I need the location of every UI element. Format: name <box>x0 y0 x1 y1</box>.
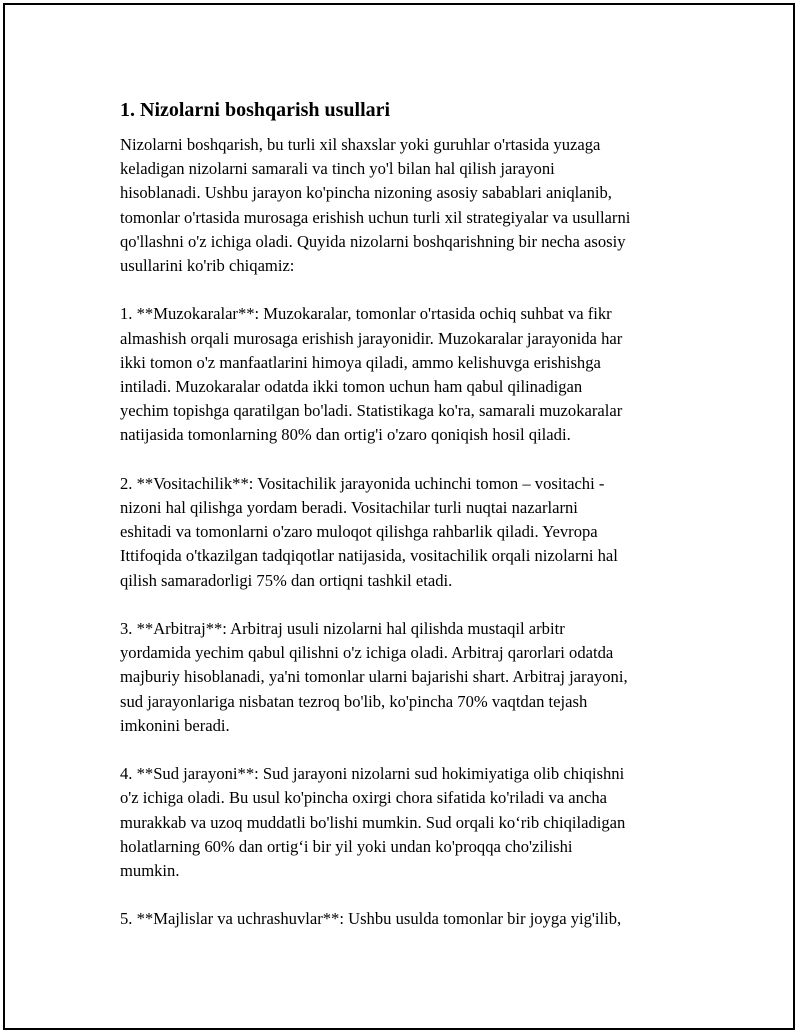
paragraph-line: murakkab va uzoq muddatli bo'lishi mumkin. Sud orqali ko‘rib chiqiladigan <box>120 812 626 832</box>
paragraph-line: holatlarning 60% dan ortig‘i bir yil yoki undan ko'proqqa cho'zilishi <box>120 836 573 856</box>
paragraph-line: yordamida yechim qabul qilishni o'z ichiga oladi. Arbitraj qarorlari odatda <box>120 643 614 663</box>
list-item-vositachilik <box>120 472 695 593</box>
paragraph-line: qilish samaradorligi 75% dan ortiqni tashkil etadi. <box>120 570 453 590</box>
paragraph-line: Ittifoqida o'tkazilgan tadqiqotlar natijasida, vositachilik orqali nizolarni hal <box>120 546 618 566</box>
paragraph-line: 2. **Vositachilik**: Vositachilik jarayonida uchinchi tomon – vositachi - <box>120 473 605 493</box>
paragraph-line: hisoblanadi. Ushbu jarayon ko'pincha nizoning asosiy sabablari aniqlanib, <box>120 183 612 203</box>
paragraph-line: 5. **Majlislar va uchrashuvlar**: Ushbu usulda tomonlar bir joyga yig'ilib, <box>120 909 622 929</box>
paragraph-line: intiladi. Muzokaralar odatda ikki tomon uchun ham qabul qilinadigan <box>120 377 583 397</box>
intro-paragraph <box>120 133 695 278</box>
paragraph-line: sud jarayonlariga nisbatan tezroq bo'lib, ko'pincha 70% vaqtdan tejash <box>120 691 588 711</box>
section-heading: 1. Nizolarni boshqarish usullari <box>120 99 391 121</box>
paragraph-line: 4. **Sud jarayoni**: Sud jarayoni nizolarni sud hokimiyatiga olib chiqishni <box>120 764 625 784</box>
paragraph-line: mumkin. <box>120 861 180 881</box>
paragraph-line: tomonlar o'rtasida murosaga erishish uchun turli xil strategiyalar va usullarni <box>120 207 631 227</box>
paragraph-line: nizoni hal qilishga yordam beradi. Vositachilar turli nuqtai nazarlarni <box>120 498 578 518</box>
paragraph-line: Nizolarni boshqarish, bu turli xil shaxslar yoki guruhlar o'rtasida yuzaga <box>120 135 601 154</box>
list-item-sud-jarayoni <box>120 762 695 883</box>
list-item-arbitraj <box>120 617 695 738</box>
list-item-muzokaralar <box>120 302 695 447</box>
page-frame <box>3 3 795 1030</box>
document-body <box>120 97 695 956</box>
list-item-majlislar <box>120 907 695 931</box>
paragraph-line: almashish orqali murosaga erishish jarayonidir. Muzokaralar jarayonida har <box>120 328 623 348</box>
paragraph-line: 1. **Muzokaralar**: Muzokaralar, tomonlar o'rtasida ochiq suhbat va fikr <box>120 304 612 324</box>
paragraph-line: majburiy hisoblanadi, ya'ni tomonlar ularni bajarishi shart. Arbitraj jarayoni, <box>120 667 628 687</box>
paragraph-line: eshitadi va tomonlarni o'zaro muloqot qilishga rahbarlik qiladi. Yevropa <box>120 522 598 542</box>
paragraph-line: ikki tomon o'z manfaatlarini himoya qiladi, ammo kelishuvga erishishga <box>120 352 601 372</box>
paragraph-line: qo'llashni o'z ichiga oladi. Quyida nizolarni boshqarishning bir necha asosiy <box>120 231 626 251</box>
paragraph-line: yechim topishga qaratilgan bo'ladi. Statistikaga ko'ra, samarali muzokaralar <box>120 401 623 421</box>
paragraph-line: natijasida tomonlarning 80% dan ortig'i o'zaro qoniqish hosil qiladi. <box>120 425 571 445</box>
paragraph-line: imkonini beradi. <box>120 715 230 735</box>
paragraph-line: o'z ichiga oladi. Bu usul ko'pincha oxirgi chora sifatida ko'riladi va ancha <box>120 788 607 808</box>
paragraph-line: usullarini ko'rib chiqamiz: <box>120 256 295 276</box>
paragraph-line: 3. **Arbitraj**: Arbitraj usuli nizolarni hal qilishda mustaqil arbitr <box>120 619 565 639</box>
paragraph-line: keladigan nizolarni samarali va tinch yo'l bilan hal qilish jarayoni <box>120 159 555 179</box>
